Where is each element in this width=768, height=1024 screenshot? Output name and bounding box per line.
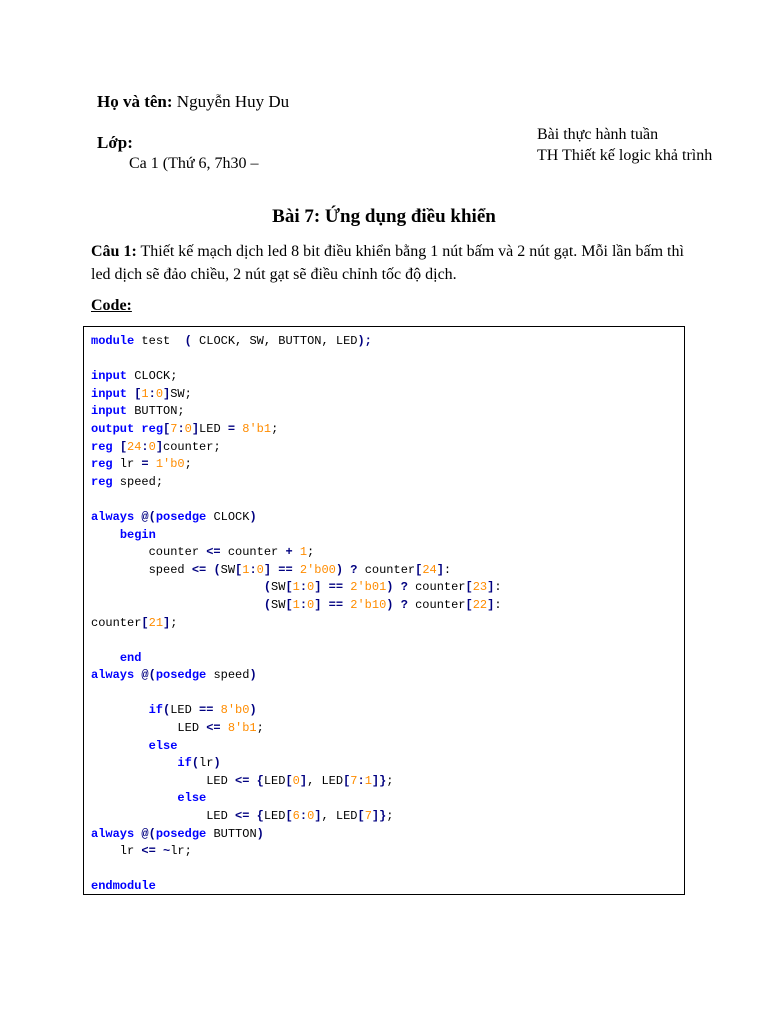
code-token: :: [494, 580, 502, 595]
code-token: <=: [191, 562, 207, 577]
code-token: LED: [263, 773, 286, 788]
code-token: input: [91, 404, 128, 419]
code-token: <=: [206, 721, 221, 736]
code-token: output: [91, 421, 135, 436]
code-line: [91, 403, 502, 421]
code-token: LED: [91, 809, 236, 824]
code-token: 24: [422, 562, 437, 577]
code-token: 1: [141, 386, 149, 401]
code-token: always: [91, 826, 135, 841]
code-token: lr: [199, 756, 214, 771]
code-token: LED: [170, 703, 200, 718]
code-line: [91, 439, 502, 457]
code-token: ): [249, 509, 257, 524]
code-token: [: [119, 439, 128, 454]
code-token: 8'b1: [242, 421, 272, 436]
code-token: ~: [163, 844, 171, 859]
code-token: [156, 844, 163, 858]
code-token: begin: [119, 527, 156, 542]
code-token: 7: [350, 773, 358, 788]
code-token: [: [465, 580, 473, 595]
code-token: [91, 703, 149, 717]
code-token: :: [249, 562, 257, 577]
code-token: [: [285, 580, 293, 595]
code-token: lr: [91, 844, 142, 859]
code-token: [393, 580, 400, 594]
code-line: [91, 456, 502, 474]
code-token: [91, 651, 120, 665]
course-week: Bài thực hành tuần: [537, 126, 659, 143]
code-token: [321, 580, 328, 594]
code-token: 0: [148, 439, 156, 454]
code-token: if: [177, 756, 192, 771]
code-token: :: [299, 580, 308, 595]
code-token: @(: [141, 668, 156, 683]
code-token: ): [256, 826, 264, 841]
code-token: [149, 457, 156, 471]
code-token: {: [256, 809, 264, 824]
code-token: ]: [487, 597, 495, 612]
code-token: speed: [206, 668, 250, 683]
code-line: [91, 509, 502, 527]
code-token: ): [386, 580, 394, 595]
code-token: ==: [199, 703, 214, 718]
code-line: [91, 527, 502, 545]
code-token: CLOCK, SW, BUTTON, LED: [191, 334, 358, 348]
code-line: [91, 755, 502, 773]
code-token: ]: [487, 580, 495, 595]
code-token: 22: [472, 597, 488, 612]
question-paragraph: [91, 240, 691, 286]
code-token: [293, 563, 300, 577]
code-token: ==: [328, 597, 344, 612]
code-token: ]: [263, 562, 272, 577]
code-token: counter;: [163, 439, 221, 454]
code-token: :: [299, 809, 308, 824]
code-token: if: [148, 703, 164, 718]
code-token: SW: [271, 597, 286, 612]
code-line: [91, 474, 502, 492]
code-token: ==: [328, 580, 344, 595]
code-token: always: [91, 668, 135, 683]
code-token: 2'b01: [350, 580, 387, 595]
code-token: SW: [271, 580, 286, 595]
question-text: Thiết kế mạch dịch led 8 bit điều khiển bằng 1 nút bấm và 2 nút gạt. Mỗi lần bấm thì led dịch sẽ đảo chiều, 2 nút gạt sẽ điều chỉnh tốc độ dịch.: [91, 243, 684, 283]
code-line: [91, 650, 502, 668]
code-token: SW;: [170, 386, 192, 401]
code-token: 1'b0: [155, 457, 185, 472]
code-line: [91, 826, 502, 844]
code-token: [: [285, 773, 293, 788]
code-token: 0: [155, 386, 164, 401]
code-line: [91, 544, 502, 562]
code-token: [91, 756, 177, 770]
code-token: reg: [91, 474, 113, 489]
code-token: lr;: [170, 844, 192, 859]
code-token: [91, 791, 177, 805]
code-token: [: [285, 597, 293, 612]
code-token: (: [263, 580, 272, 595]
code-block: [83, 326, 685, 895]
code-token: =: [227, 421, 236, 436]
code-token: input: [91, 369, 128, 384]
code-token: posedge: [155, 509, 207, 524]
code-token: ;: [256, 721, 264, 736]
code-token: [91, 580, 264, 594]
code-token: [: [163, 421, 171, 436]
code-token: counter: [407, 580, 466, 595]
code-token: BUTTON;: [127, 404, 185, 419]
code-token: posedge: [155, 668, 207, 683]
code-token: ): [249, 668, 257, 683]
code-token: @(: [141, 826, 156, 841]
code-token: input: [91, 386, 128, 401]
code-token: [: [235, 562, 243, 577]
code-line: [91, 861, 502, 879]
code-token: BUTTON: [206, 826, 257, 841]
code-token: LED: [199, 421, 228, 436]
code-token: counter: [91, 615, 142, 630]
code-token: counter: [407, 597, 466, 612]
code-token: counter: [91, 545, 207, 560]
code-token: ;: [271, 421, 279, 436]
code-token: 2'b10: [350, 597, 387, 612]
code-token: [: [134, 386, 142, 401]
code-line: [91, 808, 502, 826]
code-line: [91, 738, 502, 756]
code-token: ]}: [371, 809, 387, 824]
code-token: ): [213, 756, 221, 771]
code-token: ?: [350, 562, 358, 577]
code-token: ): [249, 703, 257, 718]
page-title: Bài 7: Ứng dụng điều khiển: [272, 206, 496, 227]
code-token: [: [141, 615, 149, 630]
code-token: ]: [436, 562, 444, 577]
code-token: +: [285, 545, 293, 560]
code-token: 1: [364, 773, 372, 788]
code-token: ): [386, 597, 394, 612]
code-line: [91, 843, 502, 861]
code-token: CLOCK: [206, 509, 250, 524]
code-token: 0: [307, 597, 315, 612]
code-token: test: [134, 334, 185, 348]
code-token: 8'b1: [227, 721, 257, 736]
code-token: ?: [400, 580, 408, 595]
code-token: 0: [256, 562, 264, 577]
code-token: 8'b0: [220, 703, 250, 718]
code-token: :: [357, 773, 365, 788]
code-heading: Code:: [91, 297, 132, 314]
code-token: ]: [163, 615, 171, 630]
question-label: Câu 1:: [91, 243, 137, 260]
code-token: 7: [170, 421, 178, 436]
code-token: ]}: [371, 773, 387, 788]
code-token: ;: [307, 545, 315, 560]
student-name: Nguyễn Huy Du: [176, 92, 290, 111]
student-name-line: [97, 92, 289, 112]
code-token: LED: [91, 721, 207, 736]
code-token: =: [141, 457, 149, 472]
code-line: [91, 632, 502, 650]
code-token: <=: [235, 773, 250, 788]
code-token: ;: [170, 615, 178, 630]
code-token: , LED: [307, 773, 344, 788]
code-token: [: [285, 809, 293, 824]
code-line: [91, 685, 502, 703]
code-line: [91, 333, 502, 351]
code-token: posedge: [155, 826, 207, 841]
code-token: (: [163, 703, 171, 718]
code-token: 24: [127, 439, 142, 454]
code-token: [: [357, 809, 365, 824]
code-token: reg: [91, 457, 113, 472]
code-token: SW: [220, 562, 236, 577]
code-token: reg: [91, 439, 113, 454]
code-line: [91, 491, 502, 509]
code-token: speed: [91, 562, 192, 577]
code-token: [293, 545, 300, 559]
code-token: [: [343, 773, 351, 788]
code-token: {: [256, 773, 264, 788]
code-token: :: [299, 597, 308, 612]
course-info: [537, 124, 712, 166]
code-token: [91, 598, 264, 612]
code-token: speed;: [112, 474, 164, 489]
code-token: ]: [299, 773, 308, 788]
code-token: counter: [220, 545, 286, 560]
code-token: 6: [292, 809, 300, 824]
code-token: 0: [307, 809, 315, 824]
code-token: [: [465, 597, 473, 612]
code-line: [91, 351, 502, 369]
code-token: (: [213, 562, 221, 577]
code-token: [249, 774, 256, 788]
code-token: 0: [292, 773, 300, 788]
code-line: [91, 702, 502, 720]
code-token: else: [177, 791, 207, 806]
code-token: 0: [184, 421, 192, 436]
code-line: [91, 597, 502, 615]
course-name: TH Thiết kế logic khả trình: [537, 147, 713, 164]
code-line: [91, 579, 502, 597]
code-token: , LED: [321, 809, 358, 824]
code-line: [91, 368, 502, 386]
code-token: <=: [235, 809, 250, 824]
code-token: else: [148, 738, 178, 753]
code-token: 21: [148, 615, 164, 630]
code-token: end: [119, 650, 142, 665]
code-token: (: [263, 597, 272, 612]
code-listing: [91, 333, 502, 896]
code-line: [91, 878, 502, 896]
code-token: [91, 739, 149, 753]
code-token: :: [443, 562, 452, 577]
code-token: 1: [242, 562, 250, 577]
code-line: [91, 790, 502, 808]
code-token: );: [357, 334, 372, 348]
code-token: CLOCK;: [127, 369, 178, 384]
class-label: Lớp:: [97, 133, 133, 152]
code-token: module: [91, 334, 135, 348]
code-token: always: [91, 509, 135, 524]
code-token: :: [141, 439, 149, 454]
code-token: @(: [141, 509, 156, 524]
code-token: 1: [292, 597, 300, 612]
code-token: (: [184, 334, 192, 348]
code-token: ]: [314, 580, 322, 595]
code-line: [91, 615, 502, 633]
code-token: ?: [400, 597, 408, 612]
code-token: ;: [386, 773, 394, 788]
code-line: [91, 386, 502, 404]
code-token: ;: [386, 809, 394, 824]
code-token: ): [335, 562, 344, 577]
class-value: Ca 1 (Thứ 6, 7h30 –: [129, 155, 259, 172]
code-token: [321, 598, 328, 612]
code-line: [91, 421, 502, 439]
code-token: ]: [163, 386, 171, 401]
code-token: LED: [91, 773, 236, 788]
code-token: 2'b00: [299, 562, 336, 577]
code-token: counter: [357, 562, 416, 577]
code-token: :: [494, 597, 502, 612]
code-line: [91, 667, 502, 685]
code-token: 1: [299, 545, 308, 560]
code-token: 1: [292, 580, 300, 595]
code-token: 7: [364, 809, 372, 824]
code-token: LED: [263, 809, 286, 824]
code-token: (: [191, 756, 200, 771]
code-token: [91, 528, 120, 542]
code-token: ]: [191, 421, 200, 436]
code-token: lr: [112, 457, 142, 472]
code-token: [393, 598, 400, 612]
code-token: endmodule: [91, 879, 156, 894]
code-token: [213, 703, 220, 717]
code-token: reg: [141, 421, 164, 436]
code-token: [113, 440, 120, 454]
code-token: [221, 721, 228, 735]
code-token: ==: [278, 562, 293, 577]
code-token: ]: [155, 439, 164, 454]
code-token: [249, 809, 256, 823]
code-token: :: [177, 421, 185, 436]
code-token: ;: [184, 457, 192, 472]
code-line: [91, 720, 502, 738]
code-token: [: [415, 562, 423, 577]
code-line: [91, 773, 502, 791]
code-token: 23: [472, 580, 488, 595]
code-token: ]: [314, 597, 322, 612]
code-line: [91, 562, 502, 580]
code-token: <=: [141, 844, 156, 859]
name-label: Họ và tên:: [97, 92, 173, 111]
code-token: <=: [206, 545, 221, 560]
code-token: 0: [307, 580, 315, 595]
code-token: :: [148, 386, 156, 401]
code-token: ]: [314, 809, 322, 824]
